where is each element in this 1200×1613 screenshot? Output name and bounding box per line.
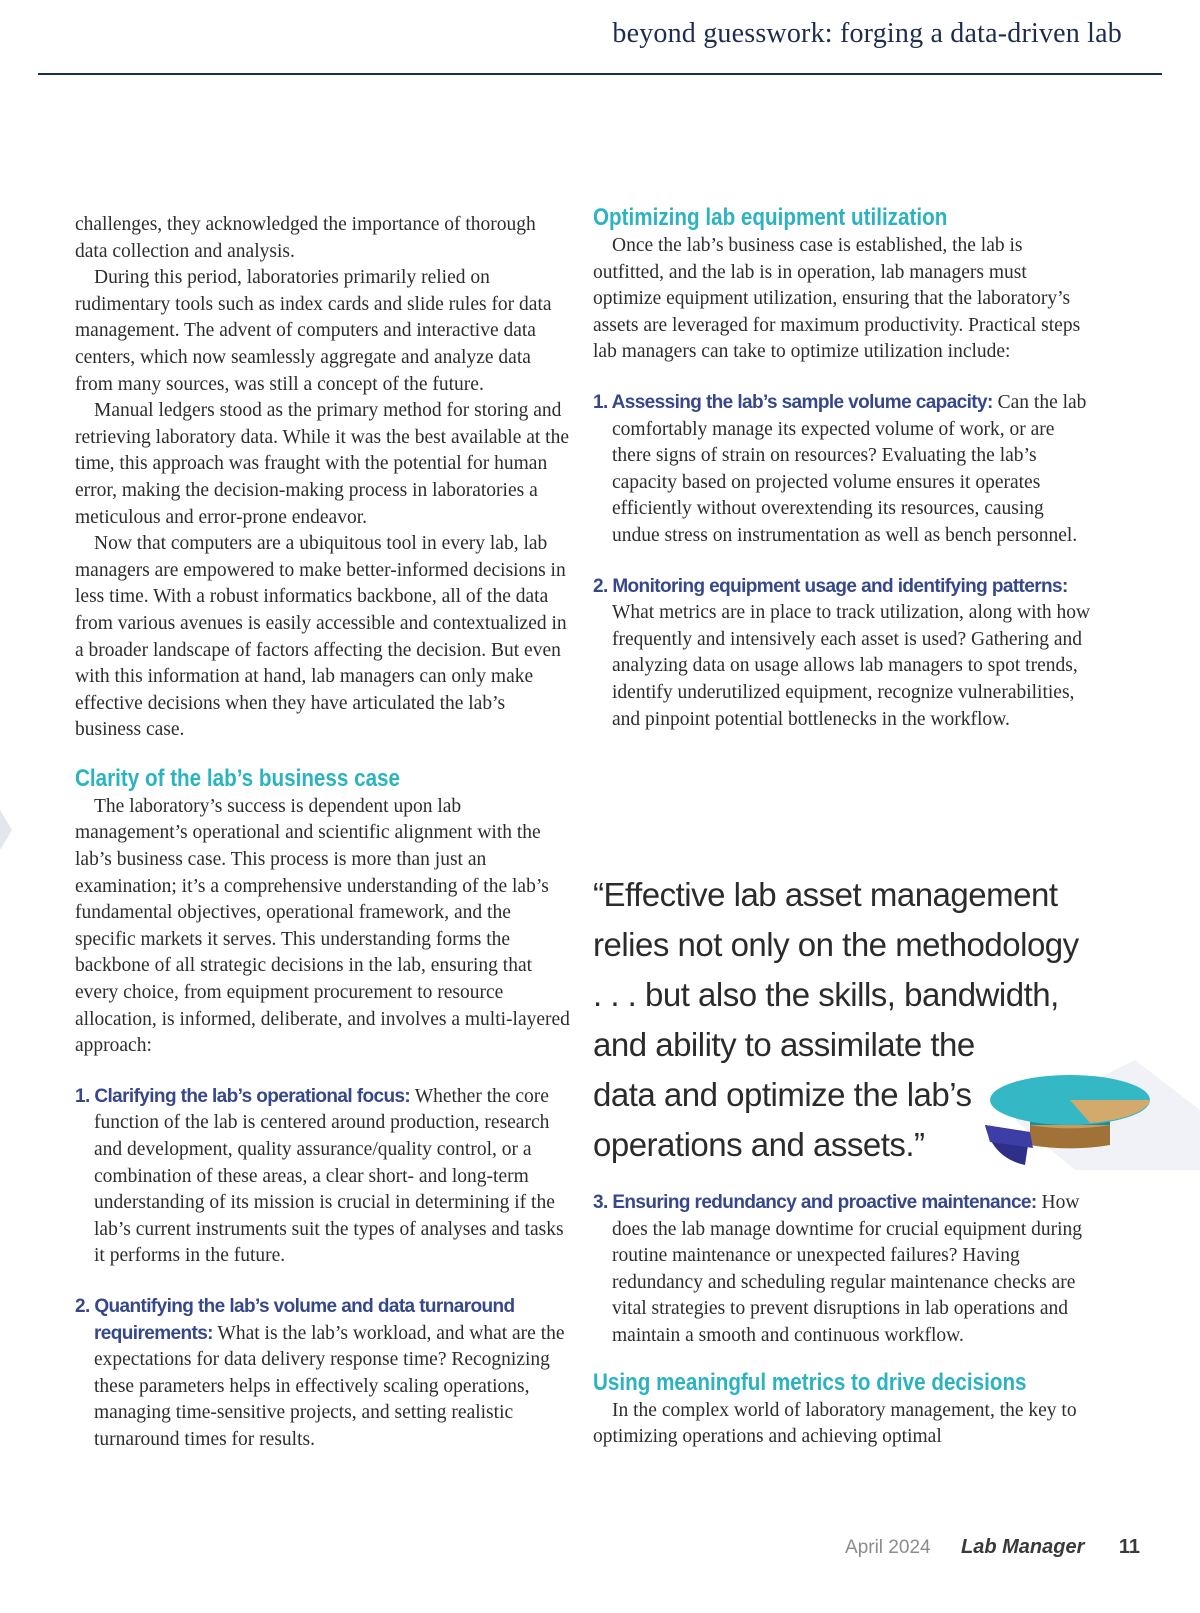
list-item: [75, 1084, 570, 1270]
paragraph: In the complex world of laboratory management, the key to optimizing operations and achieving optimal: [593, 1399, 1077, 1448]
pull-quote-line: and ability to assimilate the: [593, 1026, 975, 1063]
list-item-lead: 1. Clarifying the lab’s operational focus:: [75, 1085, 411, 1107]
paragraph: Once the lab’s business case is established, the lab is outfitted, and the lab is in operation, lab managers must optimize equipment utilization, ensuring that the laboratory’s assets are leveraged for maximum productivity. Practical steps lab managers can take to optimize utilization include:: [593, 235, 1081, 363]
page-footer: [845, 1536, 1140, 1559]
footer-magazine-name: Lab Manager: [961, 1536, 1085, 1558]
right-column-top: [593, 203, 1093, 733]
section-heading-metrics: Using meaningful metrics to drive decisions: [593, 1368, 1027, 1396]
page-edge-mark: [0, 800, 12, 860]
pull-quote-line: operations and assets.”: [593, 1126, 925, 1163]
list-item-text: Whether the core function of the lab is centered around production, research and development, quality assurance/quality control, or a combination of these areas, a clear short- and long-term understanding of its mission is crucial in determining if the lab’s current instruments suit the types of analyses and tasks it performs in the future.: [94, 1085, 564, 1267]
list-item-text: What metrics are in place to track utilization, along with how frequently and intensively each asset is used? Gathering and analyzing data on usage allows lab managers to spot trends, identify underutilized equipment, recognize vulnerabilities, and pinpoint potential bottlenecks in the workflow.: [612, 602, 1091, 730]
list-item-lead: 2. Monitoring equipment usage and identifying patterns:: [593, 575, 1068, 597]
pie-chart-icon: [985, 1050, 1200, 1170]
paragraph: The laboratory’s success is dependent upon lab management’s operational and scientific alignment with the lab’s business case. This process is more than just an examination; it’s a comprehensive understanding of the lab’s fundamental objectives, operational framework, and the specific markets it serves. This understanding forms the backbone of all strategic decisions in the lab, ensuring that every choice, from equipment procurement to resource allocation, is informed, deliberate, and involves a multi-layered approach:: [75, 795, 570, 1057]
running-header-title: beyond guesswork: forging a data-driven lab: [612, 18, 1122, 49]
pull-quote-line: . . . but also the skills, bandwidth,: [593, 976, 1059, 1013]
list-item-text: How does the lab manage downtime for crucial equipment during routine maintenance or unexpected failures? Having redundancy and scheduling regular maintenance checks are vital strategies to prevent disruptions in lab operations and maintain a smooth and continuous workflow.: [612, 1192, 1083, 1346]
section-heading-optimizing: Optimizing lab equipment utilization: [593, 204, 948, 231]
list-item-text: Can the lab comfortably manage its expected volume of work, or are there signs of strain on resources? Evaluating the lab’s capacity based on projected volume ensures it operates efficiently without overextending its resources, causing undue stress on instrumentation as well as bench personnel.: [612, 391, 1087, 546]
paragraph: Now that computers are a ubiquitous tool in every lab, lab managers are empowered to make better-informed decisions in less time. With a robust informatics backbone, all of the data from various avenues is easily accessible and contextualized in a broader landscape of factors affecting the decision. But even with this information at hand, lab managers can only make effective decisions when they have articulated the lab’s business case.: [75, 533, 567, 741]
paragraph: During this period, laboratories primarily relied on rudimentary tools such as index cards and slide rules for data management. The advent of computers and interactive data centers, which now seamlessly aggregate and analyze data from many sources, was still a concept of the future.: [75, 267, 552, 395]
list-item-lead: 2. Quantifying the lab’s volume and data turnaround requirements:: [75, 1295, 515, 1344]
pull-quote-line: “Effective lab asset management: [593, 876, 1058, 913]
page-number: 11: [1118, 1536, 1140, 1558]
list-item-lead: 1. Assessing the lab’s sample volume capacity:: [593, 391, 993, 413]
paragraph: Manual ledgers stood as the primary method for storing and retrieving laboratory data. While it was the best available at the time, this approach was fraught with the potential for human error, making the decision-making process in laboratories a meticulous and error-prone endeavor.: [75, 400, 569, 528]
list-item: [593, 1190, 1093, 1350]
paragraph: challenges, they acknowledged the importance of thorough data collection and analysis.: [75, 214, 536, 262]
pull-quote-line: data and optimize the lab’s: [593, 1076, 972, 1113]
list-item: [593, 574, 1093, 734]
header-rule: [38, 73, 1162, 75]
list-item: [75, 1294, 570, 1454]
pull-quote-line: relies not only on the methodology: [593, 926, 1079, 963]
section-heading-clarity: Clarity of the lab’s business case: [75, 764, 401, 792]
list-item: [593, 390, 1093, 550]
right-column-bottom: [593, 1190, 1093, 1451]
list-item-lead: 3. Ensuring redundancy and proactive maintenance:: [593, 1192, 1037, 1213]
footer-date: April 2024: [845, 1537, 931, 1558]
left-column: [75, 212, 570, 1454]
list-item-text: What is the lab’s workload, and what are the expectations for data delivery response time? Recognizing these parameters helps in effectively scaling operations, managing time-sensitive projects, and setting realistic turnaround times for results.: [94, 1322, 565, 1450]
